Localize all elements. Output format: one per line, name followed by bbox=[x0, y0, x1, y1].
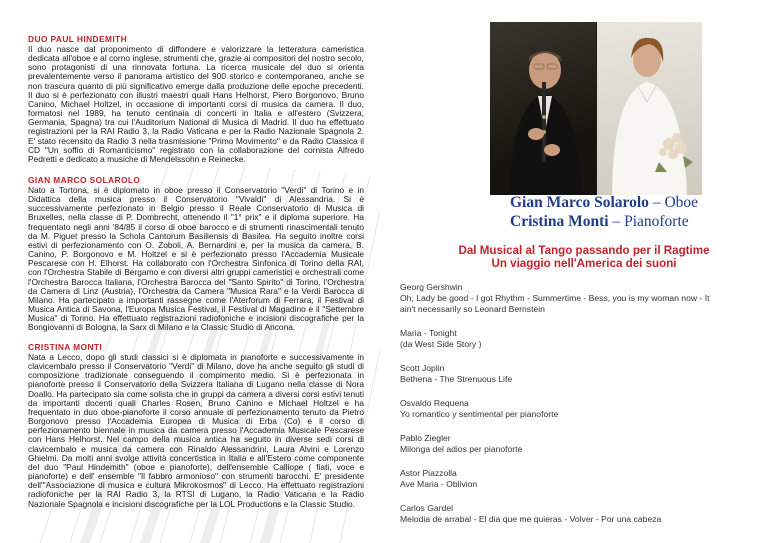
performer-name: Gian Marco Solarolo bbox=[510, 194, 649, 211]
section-title: GIAN MARCO SOLAROLO bbox=[28, 175, 141, 185]
program-list bbox=[400, 282, 760, 538]
program-pieces: ain't necessarily so Leonard Bernstein bbox=[400, 304, 545, 314]
concert-subtitle: Un viaggio nell'America dei suoni bbox=[491, 257, 677, 270]
program-item bbox=[400, 503, 760, 525]
program-item bbox=[400, 282, 760, 315]
section-duo bbox=[28, 34, 364, 164]
program-pieces: Bethena - The Strenuous Life bbox=[400, 374, 513, 384]
program-item bbox=[400, 398, 760, 420]
section-monti bbox=[28, 342, 364, 509]
program-composer: Astor Piazzolla bbox=[400, 468, 457, 478]
section-solarolo bbox=[28, 175, 364, 333]
program-composer: Osvaldo Requena bbox=[400, 398, 469, 408]
section-text: Nato a Tortona, si è diplomato in oboe presso il Conservatorio "Verdi" di Torino e in Didattica della musica presso il Conservatorio "Vivaldi" di Alessandria. Si è successivamente perfezionato in Belgio presso il Reale Conservatorio di Musica di Bruxelles, nella classe di P. Dombrecht, ottenendo il "1° prix" e il diploma superiore. Ha frequentato negli anni '84/85 il corso di oboe barocco e di strumenti rinascimentali tenuto da M. Piguet presso la Schola Cantorum Basiliensis di Basilea. Ha seguito inoltre corsi estivi di perfezionamento con O. Zoboli, A. Bernardini e, per la musica da camera, B. Canino, P. Borgonovo e M. Holtzel e si è perfezionato presso l'Accademia Musicale Pescarese con H. Elhorst. Ha collaborato con l'Orchestra Sinfonica di Torino della RAI, con l'Orchestra Stabile di Bergamo e con diversi altri gruppi cameristici e orchestrali come l'Orchestra Barocca Italiana, l'Orchestra Barocca del "Santo Spirito" di Torino, l'Orchestra da Camera di Linz (Austria), l'Orchestra da Camera "Musica Rara" e la Verdi Barocca di Milano. Ha partecipato a importanti rassegne come l'Aterforum di Ferrara, il Festival di Musica Antica di Savona, l'Europa Musica Festival, il Festival di Magadino e il "Settembre Musica" di Torino. Ha effettuato registrazioni radiofoniche e incisioni discografiche per la Bongiovanni di Bologna, la Sarx di Milano e la Classic Studio di Ancona. bbox=[28, 185, 364, 333]
program-pieces: Yo romantico y sentimental per pianoforte bbox=[400, 409, 559, 419]
program-item bbox=[400, 328, 760, 350]
program-composer: Carlos Gardel bbox=[400, 503, 454, 513]
performer-name: Cristina Monti bbox=[510, 213, 609, 230]
program-composer: Georg Gershwin bbox=[400, 282, 463, 292]
program-item bbox=[400, 468, 760, 490]
concert-title-block bbox=[400, 244, 768, 270]
program-item bbox=[400, 363, 760, 385]
concert-title: Dal Musical al Tango passando per il Ragtime bbox=[458, 244, 710, 257]
performers-names bbox=[510, 193, 750, 231]
section-title: DUO PAUL HINDEMITH bbox=[28, 34, 128, 44]
performer-role: Oboe bbox=[664, 194, 699, 211]
program-pieces: Melodia de arrabal - El dia que me quieras - Volver - Por una cabeza bbox=[400, 514, 662, 524]
program-composer: Pablo Ziegler bbox=[400, 433, 451, 443]
performers-photo bbox=[490, 22, 702, 195]
performer-line: Cristina Monti – Pianoforte bbox=[510, 213, 689, 230]
program-pieces: (da West Side Story ) bbox=[400, 339, 482, 349]
section-title: CRISTINA MONTI bbox=[28, 342, 103, 352]
oboist-photo bbox=[490, 22, 596, 195]
pianist-photo bbox=[597, 22, 702, 195]
program-pieces: Oh, Lady be good - I got Rhythm - Summertime - Bess, you is my woman now - It bbox=[400, 293, 710, 303]
program-item bbox=[400, 433, 760, 455]
program-pieces: Milonga del adios per pianoforte bbox=[400, 444, 523, 454]
performer-line: Gian Marco Solarolo – Oboe bbox=[510, 194, 699, 211]
performer-role: Pianoforte bbox=[624, 213, 689, 230]
biographies-column bbox=[0, 0, 380, 543]
program-composer: Scott Joplin bbox=[400, 363, 445, 373]
program-pieces: Ave Maria - Oblivion bbox=[400, 479, 478, 489]
section-text: Il duo nasce dal proponimento di diffondere e valorizzare la letteratura cameristica dedicata all'oboe e al corno inglese, strumenti che, grazie ai compositori del nostro secolo, sono protagonisti di una rinnovata fortuna. La ricerca musicale del duo si orienta prevalentemente verso il panorama artistico del 900 storico e contemporaneo, anche se non trascura quanto di più significativo emerge dalla produzione delle epoche precedenti. Il duo si è perfezionato con illustri maestri quali Hans Helhorst, Piero Borgonovo, Bruno Canino, Michael Holtzel, in occasione di importanti corsi di musica da camera. Il duo, formatosi nel 1989, ha tenuto centinaia di concerti in Italia e all'estero (Svizzera, Germania, Spagna) tra cui l'Auditorium National di Musica di Madrid. Il duo ha effettuato registrazioni per la RAI Radio 3, la Radio Vaticana e per la Radio Nazionale Spagnola 2. E' stato recensito da Radio 3 nella trasmissione "Primo Movimento" e da Radio Classica il CD "Un soffio di Romanticismo" registrato con la collaborazione del cornista Alfredo Pedretti e dedicato a musiche di Mendelssohn e Reinecke. bbox=[28, 44, 364, 164]
program-composer: Maria - Tonight bbox=[400, 328, 457, 338]
section-text: Nata a Lecco, dopo gli studi classici si è diplomata in pianoforte e successivamente in clavicembalo presso il Conservatorio "Verdi" di Milano, dove ha anche seguito gli studi di composizione tradizionale conseguendo il compimento medio. Si è perfezionata in pianoforte presso il Conservatorio della Svizzera Italiana di Lugano nella classe di Nora Doallo. Ha partecipato sia come solista che in gruppi da camera a diversi corsi estivi tenuti da importanti docenti quali Charles Rosen, Bruno Canino e Michael Holtzel e ha frequentato in duo oboe-pianoforte il corso annuale di perfezionamento tenuto da Pietro Borgonovo presso l'Accademia Europea di Musica di Erba (Co) e il corso di perfezionamento biennale in musica da camera presso l'Accademia Musicale Pescarese con Hans Helhorst. Nel campo della musica antica ha seguito in diverse sedi corsi di clavicembalo e musica da camera con Rinaldo Alessandrini, Laura Alvini e Lorenzo Ghielmi. Da molti anni svolge attività concertistica in Italia e all'Estero come componente del duo "Paul Hindemith" (oboe e pianoforte), dell'ensemble Calliope ( fiati, voce e pianoforte) e dell' ensemble "Il fabbro armonioso" con strumenti barocchi. E' presidente dell'"Associazione di musica e cultura Mikrokosmos" di Lecco. Ha effettuato registrazioni radiofoniche per la RAI Radio 3, la RTSI di Lugano, la Radio Vaticana e la Radio Nazionale Spagnola e incisioni discografiche per la LOL Productions e la Classic Studio. bbox=[28, 352, 364, 509]
